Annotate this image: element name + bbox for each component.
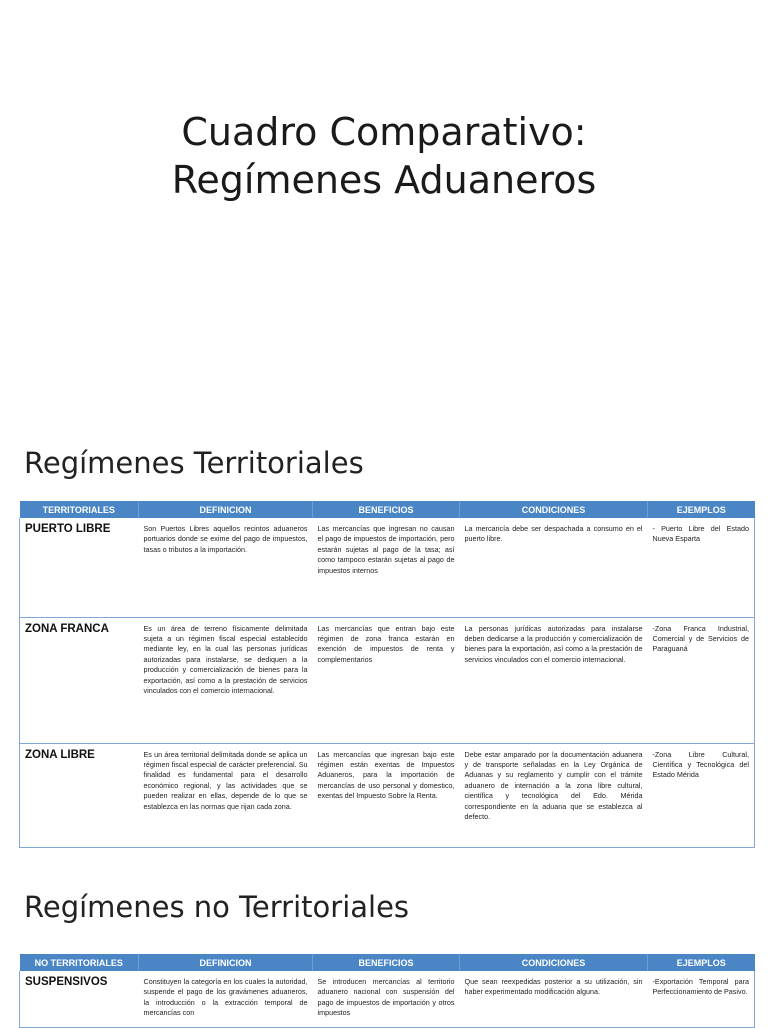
section-title-territoriales: Regímenes Territoriales	[24, 446, 364, 480]
row-name: SUSPENSIVOS	[20, 971, 139, 1027]
col-header-beneficios: BENEFICIOS	[313, 954, 460, 971]
table-row	[20, 971, 755, 1027]
cell-definicion: Constituyen la categoría en los cuales la autoridad, suspende el pago de los gravámenes aduaneros, la introducción o la extracción temporal de mercancías con	[139, 971, 313, 1027]
slide-title	[0, 108, 768, 204]
col-header-definicion: DEFINICION	[139, 954, 313, 971]
cell-beneficios: Las mercancías que entran bajo este régimen de zona franca estarán en exención de impuestos de renta y complementarios	[313, 617, 460, 743]
cell-definicion: Son Puertos Libres aquellos recintos aduaneros portuarios donde se exime del pago de impuestos, tasas o tributos a la importación.	[139, 518, 313, 617]
cell-ejemplos: - Puerto Libre del Estado Nueva Esparta	[648, 518, 755, 617]
col-header-condiciones: CONDICIONES	[460, 501, 648, 518]
cell-ejemplos: -Zona Libre Cultural, Científica y Tecnológica del Estado Mérida	[648, 743, 755, 847]
col-header-condiciones: CONDICIONES	[460, 954, 648, 971]
cell-definicion: Es un área de terreno físicamente delimitada sujeta a un régimen fiscal especial establecido mediante ley, en la cual las personas jurídicas autorizadas para instalarse, se dediquen a la producción y comercialización de bienes para la exportación, así como a la prestación de servicios vinculados con el comercio internacional.	[139, 617, 313, 743]
row-name: ZONA FRANCA	[20, 617, 139, 743]
col-header-beneficios: BENEFICIOS	[313, 501, 460, 518]
cell-ejemplos: -Exportación Temporal para Perfeccionamiento de Pasivo.	[648, 971, 755, 1027]
table-header-row	[20, 501, 755, 518]
slide-title-line2: Regímenes Aduaneros	[171, 158, 597, 202]
cell-ejemplos: -Zona Franca Industrial, Comercial y de Servicios de Paraguaná	[648, 617, 755, 743]
section-title-no-territoriales: Regímenes no Territoriales	[24, 890, 410, 924]
col-header-ejemplos: EJEMPLOS	[648, 954, 755, 971]
table-row	[20, 743, 755, 847]
row-name: ZONA LIBRE	[20, 743, 139, 847]
cell-beneficios: Se introducen mercancías al territorio aduanero nacional con suspensión del pago de impuestos de importación y otros impuestos	[313, 971, 460, 1027]
cell-beneficios: Las mercancías que ingresan bajo este régimen están exentas de Impuestos Aduaneros, para la importación de mercancías de uso personal y domestico, exentas del Impuesto Sobre la Renta.	[313, 743, 460, 847]
row-name: PUERTO LIBRE	[20, 518, 139, 617]
slide-title-line1: Cuadro Comparativo:	[181, 110, 587, 154]
table-row	[20, 518, 755, 617]
cell-condiciones: La personas jurídicas autorizadas para instalarse deben dedicarse a la producción y comercialización de bienes para la exportación, así como a la prestación de servicios vinculados con el comercio internacional.	[460, 617, 648, 743]
table-row	[20, 617, 755, 743]
table-header-row	[20, 954, 755, 971]
table-territoriales	[19, 501, 755, 848]
table-no-territoriales	[19, 954, 755, 1028]
cell-condiciones: La mercancía debe ser despachada a consumo en el puerto libre.	[460, 518, 648, 617]
cell-beneficios: Las mercancías que ingresan no causan el pago de impuestos de importación, pero estarán sujetas al pago de la tasa; así como tampoco estarán sujetas al pago de impuestos internos	[313, 518, 460, 617]
col-header-ejemplos: EJEMPLOS	[648, 501, 755, 518]
col-header-territoriales: TERRITORIALES	[20, 501, 139, 518]
col-header-definicion: DEFINICION	[139, 501, 313, 518]
col-header-no-territoriales: NO TERRITORIALES	[20, 954, 139, 971]
cell-condiciones: Debe estar amparado por la documentación aduanera y de transporte señaladas en la Ley Orgánica de Aduanas y su reglamento y cumplir con el trámite aduanero de internación a la zona libre cultural, científica y tecnológica del Edo. Mérida correspondiente en la aduana que se establezca al defecto.	[460, 743, 648, 847]
cell-condiciones: Que sean reexpedidas posterior a su utilización, sin haber experimentado modificación alguna.	[460, 971, 648, 1027]
cell-definicion: Es un área territorial delimitada donde se aplica un régimen fiscal especial de carácter preferencial. Su finalidad es fundamental para el desarrollo económico regional, y las actividades que se pueden realizar en ellas, depende de lo que se establezca en las normas que rijan cada zona.	[139, 743, 313, 847]
